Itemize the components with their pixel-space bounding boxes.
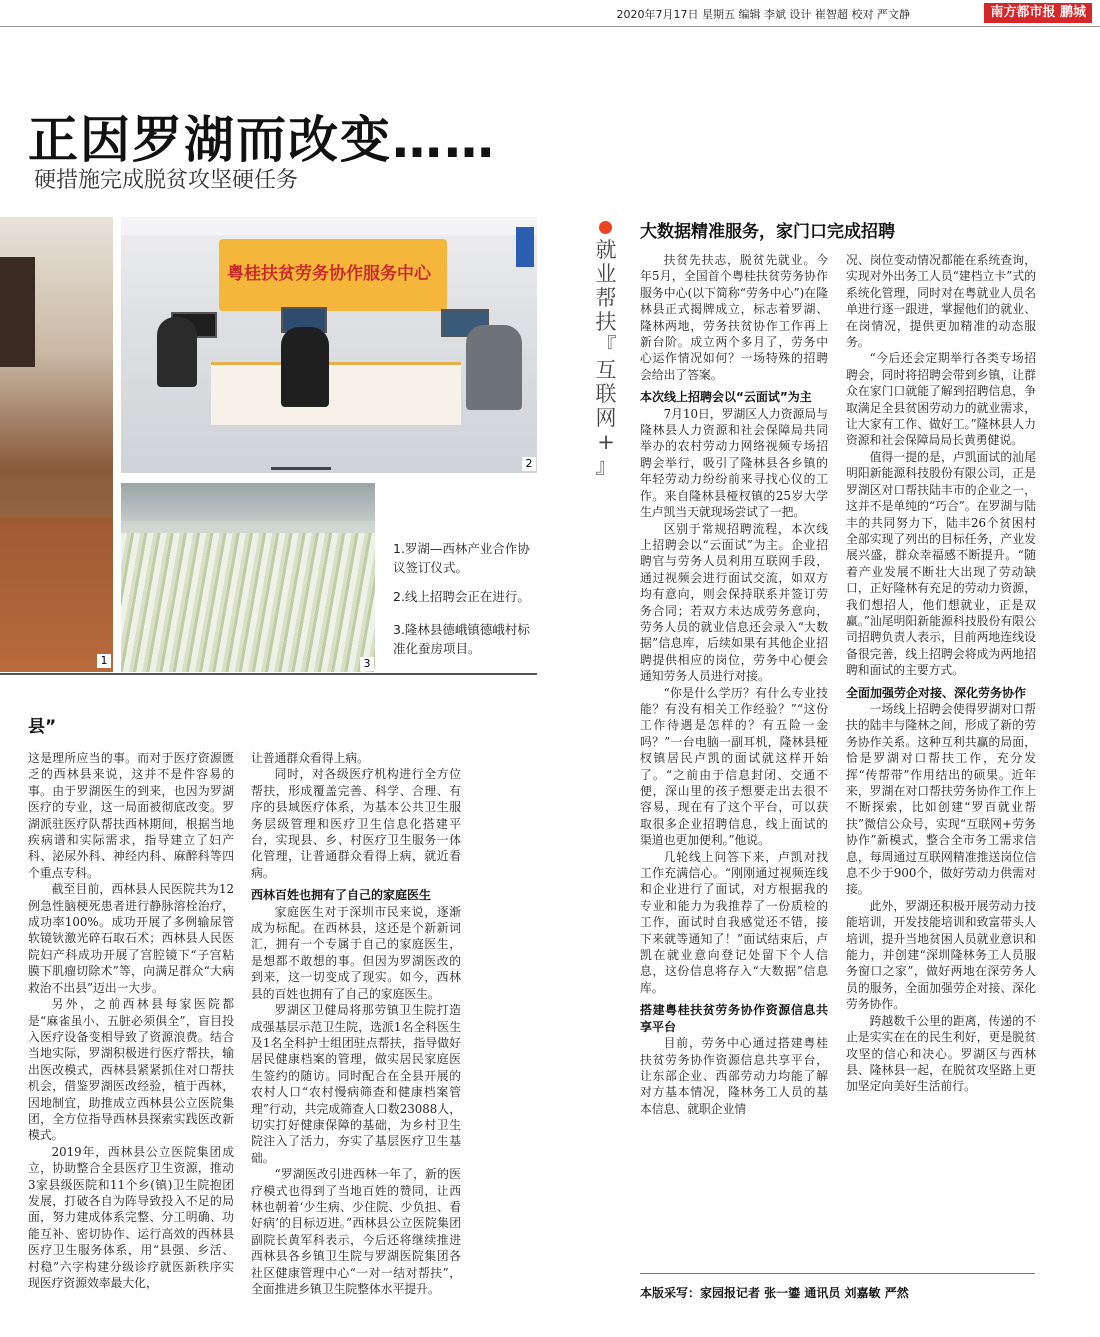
side-label-char: 扶: [595, 310, 617, 334]
photo-number-2: 2: [522, 457, 536, 471]
photo-ceiling: [121, 217, 537, 235]
masthead-bar: [0, 0, 1100, 27]
side-label-char: 业: [595, 262, 617, 286]
side-label-char: 网: [595, 406, 617, 430]
side-label-char: 就: [595, 238, 617, 262]
paragraph: 同时，对各级医疗机构进行全方位帮扶，形成覆盖完善、科学、合理、有序的县域医疗体系，为基本公共卫生服务层级管理和医疗卫生信息化搭建平台，实现县、乡、村医疗卫生服务一体化管理，让普通群众看得上病，就近看病。: [251, 767, 461, 880]
newspaper-logo: 南方都市报 鹏城: [984, 3, 1092, 23]
right-article-column-1: [640, 252, 828, 1117]
left-article-column-2: [251, 750, 461, 1297]
left-article-column-1: [28, 750, 234, 1291]
side-label-char: 互: [595, 358, 617, 382]
photo-room-table: [0, 517, 113, 672]
paragraph: 况、岗位变动情况都能在系统查询，实现对外出务工人员“建档立卡”式的系统化管理，同时对在粤就业人员名单进行逐一跟进，掌握他们的就业、在岗情况，提供更加精准的动态服务。: [846, 253, 1036, 350]
left-article-heading-tail: 县”: [28, 717, 57, 737]
right-article-title: 大数据精准服务，家门口完成招聘: [640, 222, 895, 242]
photo-person-2: [281, 327, 329, 407]
page-headline: 正因罗湖而改变……: [28, 111, 496, 169]
photo-person-3: [466, 325, 522, 410]
subsection-heading: 搭建粤桂扶贫劳务协作资源信息共享平台: [640, 1003, 828, 1034]
photo-service-desk: [211, 362, 461, 425]
photo-greenhouse-roof: [121, 483, 375, 521]
paragraph: 7月10日，罗湖区人力资源局与隆林县人力资源和社会保障局共同举办的农村劳动力网络视频专场招聘会举行，吸引了隆林县各乡镇的年轻劳动力纷纷前来寻找心仪的工作。来自隆林县桠杈镇的25岁大学生卢凯当天就现场尝试了一把。: [640, 406, 828, 520]
subsection-heading: 本次线上招聘会以“云面试”为主: [640, 390, 812, 405]
paragraph: 家庭医生对于深圳市民来说，逐渐成为标配。在西林县，这还是个新新词汇，拥有一个专属于自己的家庭医生，是想都不敢想的事。但因为罗湖医改的到来，这一切变成了现实。如今，西林县的百姓也拥有了自己的家庭医生。: [251, 904, 461, 1001]
photo-wall-poster: [516, 227, 534, 267]
side-column-label: [594, 238, 618, 478]
subsection-heading: 全面加强劳企对接、深化劳务协作: [846, 685, 1027, 700]
byline-divider: [640, 1273, 1035, 1274]
paragraph: “今后还会定期举行各类专场招聘会，同时将招聘会带到乡镇，让群众在家门口就能了解到招聘信息，争取满足全县贫困劳动力的就业需求，让大家有工作、做好工。”隆林县人力资源和社会保障局局长黄勇健说。: [846, 351, 1036, 448]
page-subheadline: 硬措施完成脱贫攻坚硬任务: [34, 168, 299, 193]
paragraph: “罗湖医改引进西林一年了，新的医疗模式也得到了当地百姓的赞同，让西林也朝着‘少生病、少住院、少负担、看好病’的目标迈进。”西林县公立医院集团副院长黄军科表示，今后还将继续推进西林县各乡镇卫生院与罗湖医院集团各社区健康管理中心“一对一结对帮扶”，全面推进乡镇卫生院整体水平提升。: [251, 1167, 461, 1296]
photo-caption-2: 2.线上招聘会正在进行。: [393, 589, 530, 604]
photo-silkworm-room: [121, 483, 375, 672]
side-label-char: 联: [595, 382, 617, 406]
paragraph: 此外，罗湖还积极开展劳动力技能培训，开发技能培训和致富带头人培训，提升当地贫困人员就业意识和能力，并创建“深圳隆林务工人员服务窗口之家”，做好两地在深劳务人员的服务，全面加强劳企对接、深化劳务协作。: [846, 898, 1036, 1012]
orange-bullet-icon: [599, 221, 612, 234]
section-divider: [0, 673, 537, 675]
paragraph: 目前，劳务中心通过搭建粤桂扶贫劳务协作资源信息共享平台，让东部企业、西部劳动力均能了解对方基本情况，隆林务工人员的基本信息、就职企业情: [640, 1036, 828, 1116]
paragraph: 区别于常规招聘流程，本次线上招聘会以“云面试”为主。企业招聘官与劳务人员利用互联网手段，通过视频会进行面试交流，如双方均有意向，则会保持联系并签订劳务合同；若双方未达成劳务意向，劳务人员的就业信息还会录入“大数据”信息库，后续如果有其他企业招聘提供相应的岗位，劳务中心便会通知劳务人员进行对接。: [640, 521, 828, 684]
photo-service-center-banner: [219, 239, 447, 311]
photo-silkworm-bed: [121, 533, 375, 672]
photo-number-1: 1: [97, 654, 111, 668]
side-label-char: +: [597, 430, 615, 454]
paragraph: 跨越数千公里的距离，传递的不止是实实在在的民生利好，更是脱贫攻坚的信心和决心。罗湖区与西林县、隆林县一起，在脱贫攻坚路上更加坚定向美好生活前行。: [846, 1013, 1036, 1094]
photo-room-door: [0, 257, 35, 367]
side-label-char: 』: [595, 454, 617, 478]
date-editor-line: 2020年7月17日 星期五 编辑 李斌 设计 崔智超 校对 严文静: [616, 8, 910, 21]
paragraph: 另外，之前西林县每家医院都是“麻雀虽小、五脏必须俱全”，盲目投入医疗设备变相导致了资源浪费。结合当地实际，罗湖积极进行医疗帮扶，输出医改模式，西林县紧紧抓住对口帮扶机会，借鉴罗湖医改经验，植于西林，因地制宜，助推成立西林县公立医院集团，全方位指导西林县探索实践医改新模式。: [28, 997, 234, 1143]
photo-signing-ceremony: [0, 217, 113, 672]
photo-caption-1: 1.罗湖—西林产业合作协议签订仪式。: [393, 541, 530, 575]
banner-text: 粤桂扶贫劳务协作服务中心: [227, 264, 431, 284]
paragraph: 截至目前，西林县人民医院共为12例急性脑梗死患者进行静脉溶栓治疗，成功率100%。成功开展了多例输尿管软镜钬激光碎石取石术；西林县人民医院妇产科成功开展了宫腔镜下“子宫粘膜下肌瘤切除术”等，向满足群众“大病救治不出县”迈出一大步。: [28, 882, 234, 995]
paragraph: 2019年，西林县公立医院集团成立，协助整合全县医疗卫生资源，推动3家县级医院和11个乡(镇)卫生院抱团发展，打破各自为阵导致投入不足的局面，努力建成体系完整、分工明确、功能互补、密切协作、运行高效的西林县医疗卫生服务体系，用“县强、乡活、村稳”六字构建分级诊疗就医新秩序实现医疗资源效率最大化，: [28, 1144, 234, 1290]
side-label-char: 帮: [595, 286, 617, 310]
side-label-char: 『: [595, 334, 617, 358]
photo-chair: [271, 422, 331, 470]
photo-person-1: [157, 317, 197, 387]
photo-caption-3: 3.隆林县德峨镇德峨村标准化蚕房项目。: [393, 622, 530, 656]
paragraph: 一场线上招聘会使得罗湖对口帮扶的陆丰与隆林之间，形成了新的劳务协作关系。这种互利共赢的局面，恰是罗湖对口帮扶工作，充分发挥“传帮带”作用结出的硕果。近年来，罗湖在对口帮扶劳务协作工作上不断探索，比如创建“罗百就业帮扶”微信公众号，实现“互联网+劳务协作”新模式，整合全市务工需求信息，每周通过互联网精准推送岗位信息不少于900个，做好劳动力供需对接。: [846, 701, 1036, 897]
paragraph: 值得一提的是，卢凯面试的汕尾明阳新能源科技股份有限公司，正是罗湖区对口帮扶陆丰市的企业之一，这并不是单纯的“巧合”。在罗湖与陆丰的共同努力下，陆丰26个贫困村全部实现了列出的目标任务，产业发展兴盛，群众幸福感不断提升。“随着产业发展不断壮大出现了劳动缺口，正好隆林有充足的劳动力资源，我们想招人，他们想就业，正是双赢。”汕尾明阳新能源科技股份有限公司招聘负责人表示，目前两地连线设备很完善，线上招聘会将成为两地招聘和面试的主要方式。: [846, 449, 1036, 678]
paragraph: 这是理所应当的事。而对于医疗资源匮乏的西林县来说，这并不是件容易的事。由于罗湖医生的到来，也因为罗湖医疗的专业，这一局面被彻底改变。罗湖派驻医疗队帮扶西林期间，根据当地疾病谱和实际需求，指导建立了妇产科、泌尿外科、神经内科、麻醉科等四个重点专科。: [28, 751, 234, 880]
paragraph: 几轮线上问答下来，卢凯对找工作充满信心。“刚刚通过视频连线和企业进行了面试，对方根据我的专业和能力为我推荐了一份质检的工作，面试时自我感觉还不错，接下来就等通知了！”面试结束后，卢凯在就业意向登记处留下个人信息，这份信息将存入“大数据”信息库。: [640, 849, 828, 995]
subsection-heading: 西林百姓也拥有了自己的家庭医生: [251, 888, 432, 903]
paragraph: “你是什么学历？有什么专业技能？有没有相关工作经验？”“这份工作待遇是怎样的？有五险一金吗？”一台电脑一副耳机，隆林县桠杈镇居民卢凯的面试就这样开始了。“之前由于信息封闭、交通不便，深山里的孩子想要走出去很不容易，现在有了这个平台，可以获取很多企业招聘信息，线上面试的渠道也更加便利。”他说。: [640, 685, 828, 848]
right-article-column-2: [846, 252, 1036, 1095]
paragraph: 让普通群众看得上病。: [251, 751, 369, 765]
photo-online-recruitment: [121, 217, 537, 473]
byline: 本版采写：家园报记者 张一鎏 通讯员 刘嘉敏 严然: [640, 1286, 909, 1300]
photo-number-3: 3: [360, 657, 374, 671]
paragraph: 罗湖区卫健局将那劳镇卫生院打造成强基层示范卫生院，选派1名全科医生及1名全科护士组团驻点帮扶，指导做好居民健康档案的管理，做实居民家庭医生签约的随访。同时配合在全县开展的农村人口“农村慢病筛查和健康档案管理”行动，共完成筛查人口数23088人，切实打好健康保障的基础，为乡村卫生院注入了活力，夯实了基层医疗卫生基础。: [251, 1003, 461, 1165]
paragraph: 扶贫先扶志，脱贫先就业。今年5月，全国首个粤桂扶贫劳务协作服务中心(以下简称“劳务中心”)在隆林县正式揭牌成立，标志着罗湖、隆林两地，劳务扶贫协作工作再上新台阶。成立两个多月了，劳务中心运作情况如何？一场特殊的招聘会给出了答案。: [640, 253, 828, 382]
